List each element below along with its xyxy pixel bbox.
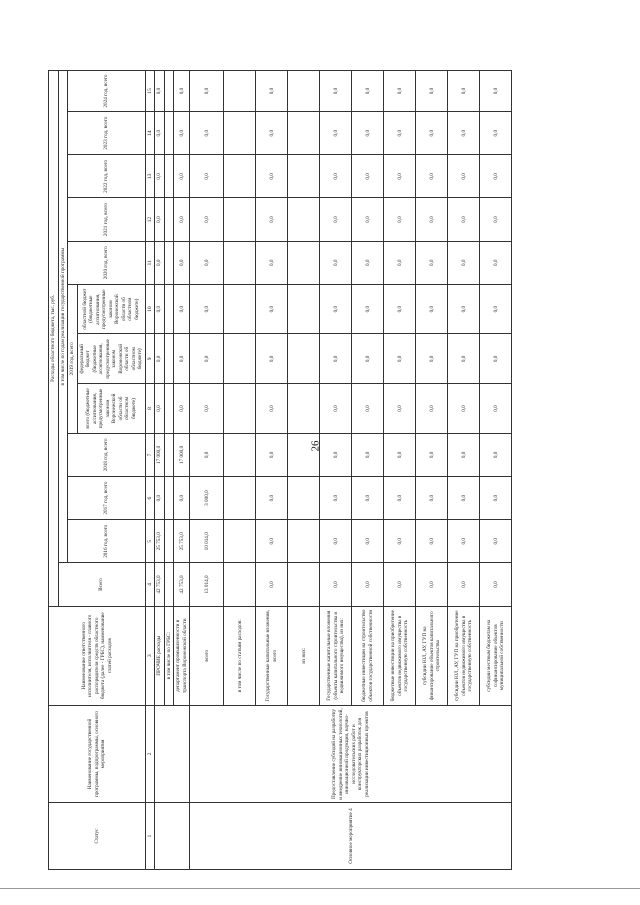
col-number: 3 (145, 606, 155, 705)
table-cell: 0,0 (256, 384, 288, 434)
table-cell: 0,0 (384, 384, 416, 434)
table-cell: 0,0 (190, 384, 224, 434)
table-cell: 0,0 (416, 155, 448, 198)
status-cell-top (155, 803, 190, 870)
table-cell: 0,0 (480, 563, 512, 606)
header-by-years: в том числе по годам реализации государственной программы (58, 71, 68, 563)
table-cell (224, 198, 256, 241)
col-number: 9 (145, 334, 155, 384)
row-label: Государственные капитальные вложения, всего (256, 606, 288, 705)
table-cell: 0,0 (352, 155, 384, 198)
header-2020: 2020 год, всего (68, 241, 146, 284)
table-row (155, 71, 165, 870)
table-cell: 0,0 (320, 520, 352, 563)
table-cell: 0,0 (384, 284, 416, 334)
row-label: Государственные капитальные вложения (объекты капитального строительства и недвижимого имущества), из них: (320, 606, 352, 705)
col-number: 4 (145, 563, 155, 606)
table-cell: 0,0 (448, 198, 480, 241)
table-cell: 0,0 (416, 520, 448, 563)
table-cell: 0,0 (190, 112, 224, 155)
table-cell: 0,0 (416, 284, 448, 334)
table-cell: 0,0 (384, 155, 416, 198)
table-cell: 0,0 (480, 384, 512, 434)
header-program-name: Наименование государственной программы, подпрограммы, основного мероприятия (49, 705, 146, 802)
table-cell: 0,0 (190, 71, 224, 112)
col-number: 7 (145, 433, 155, 476)
header-total: Всего (58, 563, 145, 606)
col-number: 14 (145, 112, 155, 155)
table-cell: 0,0 (174, 334, 190, 384)
table-cell: 0,0 (174, 241, 190, 284)
table-cell: 3 000,0 (190, 477, 224, 520)
header-src-total: всего (бюджетные ассигнования, предусмотренные законом Воронежской области об областном бюджете) (77, 384, 145, 434)
bottom-rule (0, 888, 640, 889)
table-cell: 0,0 (384, 520, 416, 563)
table-cell: 0,0 (448, 155, 480, 198)
table-body (155, 71, 512, 870)
table-cell: 0,0 (155, 334, 165, 384)
table-cell: 0,0 (384, 563, 416, 606)
row-label: из них: (288, 606, 320, 705)
table-cell: 0,0 (384, 112, 416, 155)
table-cell (164, 155, 174, 198)
table-cell: 0,0 (416, 71, 448, 112)
table-cell: 0,0 (174, 155, 190, 198)
row-label: в том числе по статьям расходов: (224, 606, 256, 705)
status-cell: Основное мероприятие 4 (190, 803, 512, 870)
table-row (190, 71, 224, 870)
table-cell: 0,0 (480, 334, 512, 384)
table-cell: 0,0 (174, 71, 190, 112)
table-cell: 0,0 (384, 241, 416, 284)
header-2016: 2016 год, всего (68, 520, 146, 563)
table-cell (224, 241, 256, 284)
table-cell: 0,0 (320, 284, 352, 334)
table-cell: 13 014,0 (190, 563, 224, 606)
table-cell: 0,0 (480, 198, 512, 241)
row-label: бюджетные инвестиции на приобретение объектов недвижимого имущества в государственную собственность (384, 606, 416, 705)
table-cell: 0,0 (155, 477, 165, 520)
header-2022: 2022 год, всего (68, 155, 146, 198)
table-cell (224, 334, 256, 384)
table-cell: 0,0 (155, 284, 165, 334)
col-number: 11 (145, 241, 155, 284)
table-cell: 0,0 (190, 155, 224, 198)
table-cell: 0,0 (480, 112, 512, 155)
page-number: 26 (309, 440, 322, 452)
table-cell (224, 71, 256, 112)
table-cell (164, 198, 174, 241)
table-cell (224, 477, 256, 520)
table-cell: 0,0 (448, 241, 480, 284)
table-cell (164, 284, 174, 334)
header-2017: 2017 год, всего (68, 477, 146, 520)
rotated-table-sheet (48, 70, 623, 870)
table-cell: 25 753,0 (174, 520, 190, 563)
table-cell: 0,0 (448, 284, 480, 334)
table-cell (224, 112, 256, 155)
row-label: ПРОЧИЕ расходы (155, 606, 165, 705)
table-cell: 0,0 (320, 433, 352, 476)
header-src-federal: федеральный бюджет (бюджетные ассигнования, предусмотренные законом Воронежской области об областном бюджете) (77, 334, 145, 384)
table-cell: 0,0 (190, 284, 224, 334)
table-cell (164, 112, 174, 155)
table-cell: 0,0 (480, 433, 512, 476)
table-cell: 0,0 (352, 71, 384, 112)
table-cell: 0,0 (174, 384, 190, 434)
col-number: 12 (145, 198, 155, 241)
table-cell: 0,0 (448, 384, 480, 434)
row-label: субсидии местным бюджетам на софинансирование объектов муниципальной собственности (480, 606, 512, 705)
col-number: 10 (145, 284, 155, 334)
table-cell (224, 384, 256, 434)
table-cell: 0,0 (384, 433, 416, 476)
table-cell: 0,0 (256, 241, 288, 284)
table-cell: 0,0 (480, 284, 512, 334)
table-cell: 0,0 (190, 241, 224, 284)
table-cell (164, 334, 174, 384)
table-cell (224, 520, 256, 563)
table-cell: 0,0 (480, 520, 512, 563)
table-cell (288, 71, 320, 112)
column-number-row (145, 71, 155, 870)
table-cell: 17 000,0 (155, 433, 165, 476)
col-number: 8 (145, 384, 155, 434)
table-cell: 0,0 (256, 520, 288, 563)
table-cell: 0,0 (174, 284, 190, 334)
col-number: 2 (145, 705, 155, 802)
table-cell: 0,0 (320, 241, 352, 284)
table-cell: 0,0 (416, 433, 448, 476)
table-cell: 0,0 (448, 563, 480, 606)
table-cell: 0,0 (190, 433, 224, 476)
table-cell: 0,0 (416, 112, 448, 155)
header-executor: Наименование ответственного исполнителя, исполнителя - главного распорядителя средств областного бюджета (далее - ГРБС), наименование статей расходов (49, 606, 146, 705)
program-cell: Предоставление субсидий на разработку и внедрение инновационных технологий, инновационной продукции, научно-исследовательских работ и конструкторских разработок для реализации инвестиционных проектов (190, 705, 512, 802)
header-2018: 2018 год, всего (68, 433, 146, 476)
header-2023: 2023 год, всего (68, 112, 146, 155)
table-cell: 0,0 (155, 241, 165, 284)
table-cell: 0,0 (480, 477, 512, 520)
table-cell: 0,0 (320, 155, 352, 198)
table-cell: 0,0 (352, 241, 384, 284)
table-cell: 0,0 (352, 284, 384, 334)
table-cell: 0,0 (416, 563, 448, 606)
table-cell: 0,0 (155, 71, 165, 112)
table-cell: 0,0 (256, 477, 288, 520)
table-cell: 0,0 (256, 198, 288, 241)
table-cell (164, 433, 174, 476)
table-cell (288, 563, 320, 606)
table-cell: 0,0 (256, 71, 288, 112)
table-cell (288, 477, 320, 520)
table-cell (288, 334, 320, 384)
table-cell: 0,0 (352, 198, 384, 241)
table-cell: 0,0 (155, 112, 165, 155)
table-cell (288, 241, 320, 284)
row-label: субсидии ЮЛ, АУ, ГУП на приобретение объектов недвижимого имущества в государственную собственность (448, 606, 480, 705)
header-expenses-group: Расходы областного бюджета, тыс. руб. (49, 71, 59, 607)
table-cell: 0,0 (320, 71, 352, 112)
table-cell: 0,0 (256, 563, 288, 606)
table-cell (224, 433, 256, 476)
table-cell: 10 014,0 (190, 520, 224, 563)
table-cell (288, 112, 320, 155)
header-2024: 2024 год, всего (68, 71, 146, 112)
table-cell (164, 520, 174, 563)
table-cell: 0,0 (256, 284, 288, 334)
row-label: департамент промышленности и транспорта Воронежской области (174, 606, 190, 705)
table-cell: 0,0 (256, 112, 288, 155)
row-label: субсидии ЮЛ, АУ, ГУП на финансирование объектов капитального строительства (416, 606, 448, 705)
table-cell: 0,0 (480, 71, 512, 112)
table-cell: 0,0 (448, 477, 480, 520)
table-cell (288, 198, 320, 241)
table-cell: 25 753,0 (155, 520, 165, 563)
table-cell: 0,0 (256, 334, 288, 384)
budget-table (48, 70, 512, 870)
header-src-regional: областной бюджет (бюджетные ассигнования, предусмотренные законом Воронежской области об областном бюджете) (77, 284, 145, 334)
table-cell: 0,0 (320, 384, 352, 434)
table-cell (164, 477, 174, 520)
table-cell: 0,0 (352, 384, 384, 434)
table-cell: 0,0 (190, 198, 224, 241)
table-cell: 0,0 (320, 198, 352, 241)
table-cell: 0,0 (256, 433, 288, 476)
row-label: бюджетные инвестиции на строительство объектов государственной собственности (352, 606, 384, 705)
table-cell: 0,0 (190, 334, 224, 384)
table-cell (288, 284, 320, 334)
table-cell: 0,0 (480, 155, 512, 198)
col-number: 15 (145, 71, 155, 112)
table-cell: 0,0 (155, 155, 165, 198)
table-cell: 0,0 (155, 384, 165, 434)
table-cell: 0,0 (448, 433, 480, 476)
table-cell: 0,0 (352, 112, 384, 155)
table-cell (224, 284, 256, 334)
table-cell: 0,0 (174, 198, 190, 241)
table-cell: 0,0 (320, 477, 352, 520)
table-cell: 0,0 (320, 112, 352, 155)
table-cell (224, 155, 256, 198)
program-cell-top (155, 705, 190, 802)
table-cell: 42 753,0 (155, 563, 165, 606)
table-cell (164, 71, 174, 112)
header-2019: 2019 год, всего (68, 284, 78, 433)
table-cell (224, 563, 256, 606)
table-cell: 0,0 (416, 477, 448, 520)
header-2021: 2021 год, всего (68, 198, 146, 241)
table-cell (288, 384, 320, 434)
table-cell: 0,0 (256, 155, 288, 198)
table-cell: 0,0 (448, 71, 480, 112)
header-status: Статус (49, 803, 146, 870)
table-cell (164, 384, 174, 434)
table-cell: 0,0 (352, 520, 384, 563)
table-cell: 0,0 (448, 112, 480, 155)
table-cell: 0,0 (155, 198, 165, 241)
table-cell: 0,0 (384, 71, 416, 112)
table-cell: 0,0 (352, 334, 384, 384)
col-number: 5 (145, 520, 155, 563)
table-cell: 0,0 (384, 198, 416, 241)
table-cell: 0,0 (416, 198, 448, 241)
table-cell: 0,0 (384, 334, 416, 384)
col-number: 13 (145, 155, 155, 198)
table-cell: 0,0 (320, 334, 352, 384)
col-number: 1 (145, 803, 155, 870)
table-cell: 0,0 (352, 563, 384, 606)
table-cell: 0,0 (174, 477, 190, 520)
table-cell: 0,0 (416, 384, 448, 434)
table-cell: 0,0 (480, 241, 512, 284)
table-cell (164, 241, 174, 284)
table-cell (288, 520, 320, 563)
table-cell: 0,0 (174, 112, 190, 155)
row-label: всего (190, 606, 224, 705)
table-cell: 0,0 (448, 520, 480, 563)
table-cell: 0,0 (352, 477, 384, 520)
row-label: в том числе по ГРБС: (164, 606, 174, 705)
table-cell: 17 000,0 (174, 433, 190, 476)
table-cell (288, 155, 320, 198)
table-cell: 42 753,0 (174, 563, 190, 606)
table-cell (164, 563, 174, 606)
table-cell: 0,0 (352, 433, 384, 476)
table-cell: 0,0 (384, 477, 416, 520)
table-cell: 0,0 (448, 334, 480, 384)
table-cell: 0,0 (416, 241, 448, 284)
col-number: 6 (145, 477, 155, 520)
table-cell (288, 433, 320, 476)
table-cell: 0,0 (416, 334, 448, 384)
table-cell: 0,0 (320, 563, 352, 606)
